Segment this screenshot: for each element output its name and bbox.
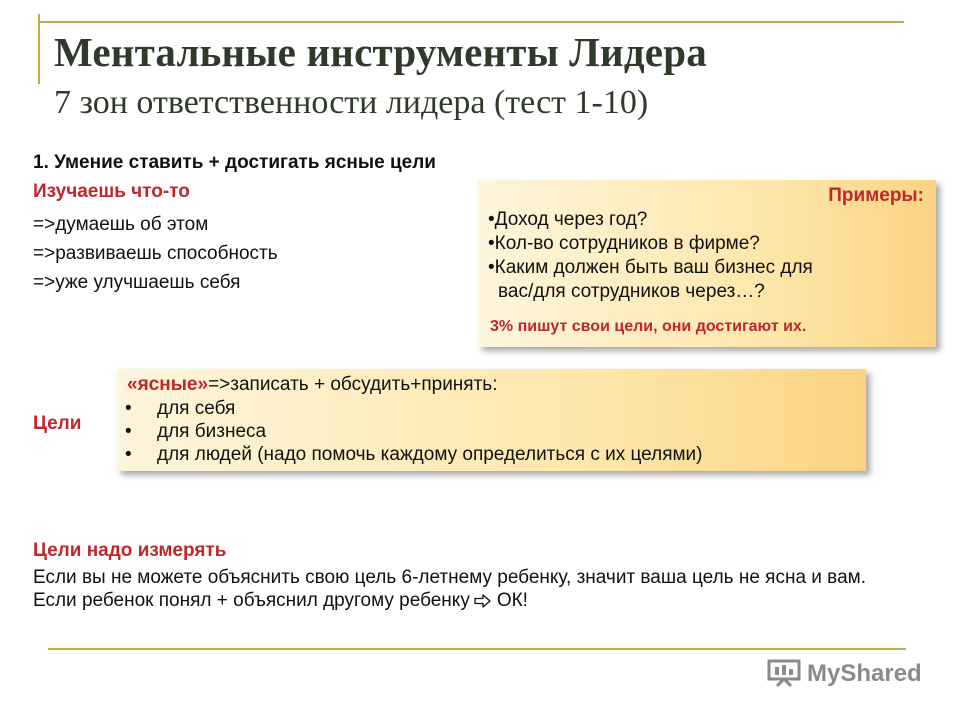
goals-box bbox=[117, 369, 866, 471]
goals-list-item bbox=[125, 397, 703, 420]
goals-heading bbox=[127, 374, 497, 396]
bullet-icon: • bbox=[125, 421, 132, 442]
bullet-icon: • bbox=[125, 398, 132, 419]
goals-heading-rest: =>записать + обсудить+принять: bbox=[208, 374, 498, 395]
examples-box bbox=[478, 180, 936, 347]
watermark-text: MyShared bbox=[807, 660, 922, 687]
goals-item-text: для себя bbox=[157, 398, 236, 419]
goals-list-item bbox=[125, 443, 703, 466]
goals-heading-keyword: «ясные» bbox=[127, 374, 209, 395]
examples-note: 3% пишут свои цели, они достигают их. bbox=[490, 318, 807, 335]
learn-line: =>уже улучшаешь себя bbox=[33, 272, 241, 293]
frame-bottom-line bbox=[48, 648, 906, 650]
slide-subtitle: 7 зон ответственности лидера (тест 1-10) bbox=[54, 84, 649, 121]
watermark-logo bbox=[767, 657, 922, 691]
frame-left-line bbox=[38, 14, 40, 84]
goals-item-text: для людей (надо помочь каждому определиться с их целями) bbox=[157, 444, 703, 465]
section-heading: 1. Умение ставить + достигать ясные цели bbox=[33, 152, 436, 173]
frame-top-line bbox=[38, 21, 904, 23]
examples-list bbox=[488, 208, 813, 304]
measure-title: Цели надо измерять bbox=[33, 540, 227, 561]
learn-line: =>развиваешь способность bbox=[33, 243, 278, 264]
measure-text-ending: ОК! bbox=[496, 590, 528, 611]
slide-title: Ментальные инструменты Лидера bbox=[54, 29, 707, 75]
example-item: •Каким должен быть ваш бизнес для bbox=[488, 257, 813, 278]
measure-text-body: Если вы не можете объяснить свою цель 6-летнему ребенку, значит ваша цель не ясна и вам. Если ребенок понял + объяснил другому ребенку bbox=[33, 567, 866, 611]
presentation-board-icon bbox=[767, 657, 801, 692]
goals-list-item bbox=[125, 420, 703, 443]
goals-list bbox=[125, 397, 703, 466]
example-item: •Доход через год? bbox=[488, 209, 648, 230]
goals-item-text: для бизнеса bbox=[157, 421, 267, 442]
goals-label: Цели bbox=[33, 413, 82, 434]
right-arrow-icon bbox=[474, 591, 491, 614]
learn-line: =>думаешь об этом bbox=[33, 214, 209, 235]
example-item-continuation: вас/для сотрудников через…? bbox=[498, 281, 765, 302]
learn-title: Изучаешь что-то bbox=[33, 181, 190, 202]
bullet-icon: • bbox=[125, 444, 132, 465]
example-item: •Кол-во сотрудников в фирме? bbox=[488, 233, 760, 254]
examples-title: Примеры: bbox=[828, 185, 924, 206]
measure-text bbox=[33, 566, 913, 614]
learn-lines bbox=[33, 210, 278, 297]
